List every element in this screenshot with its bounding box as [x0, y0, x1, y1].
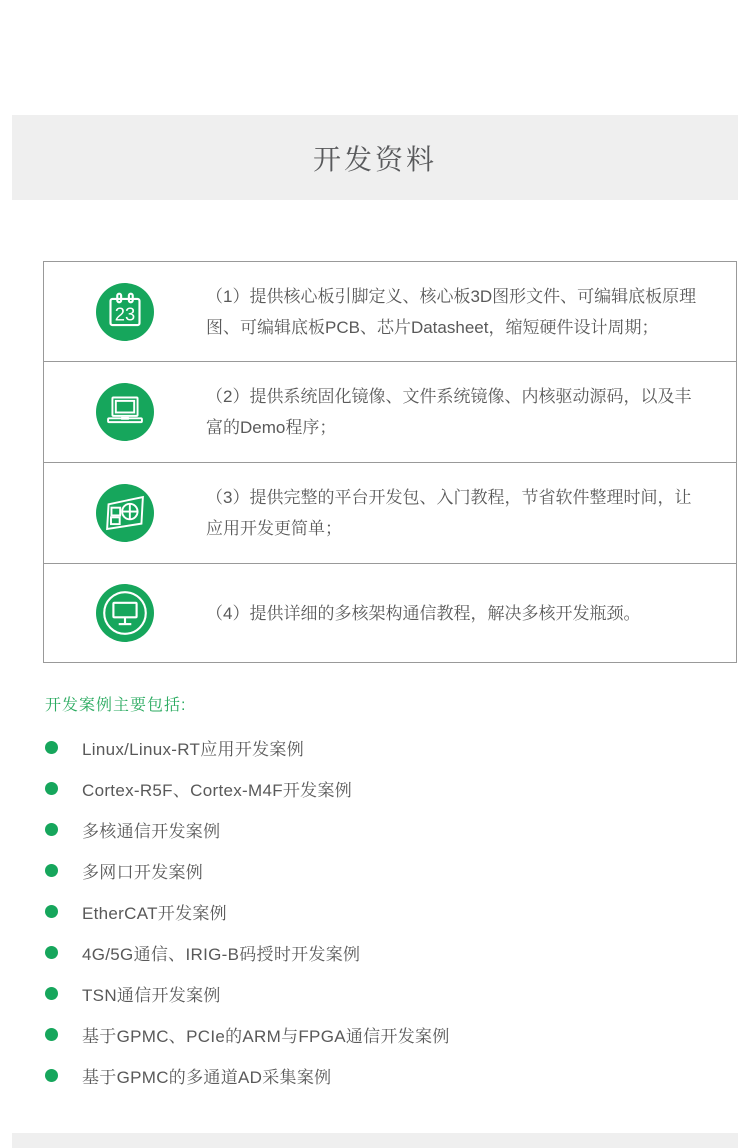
- case-label: 基于GPMC、PCIe的ARM与FPGA通信开发案例: [82, 1027, 450, 1046]
- feature-text: （2）提供系统固化镜像、文件系统镜像、内核驱动源码，以及丰富的Demo程序；: [206, 387, 692, 437]
- bullet-dot-icon: [45, 823, 58, 836]
- dev-cases-heading: 开发案例主要包括:: [45, 697, 187, 714]
- case-label: 基于GPMC的多通道AD采集案例: [82, 1068, 332, 1087]
- list-item: [45, 1014, 705, 1055]
- feature-row-1: [44, 262, 736, 361]
- dev-kit-crosshair-icon: [96, 484, 154, 542]
- feature-icon-cell: [44, 484, 206, 542]
- bullet-dot-icon: [45, 1069, 58, 1082]
- feature-icon-cell: [44, 383, 206, 441]
- case-label: 多网口开发案例: [82, 863, 204, 882]
- feature-text: （3）提供完整的平台开发包、入门教程，节省软件整理时间，让应用开发更简单；: [206, 488, 692, 538]
- bullet-dot-icon: [45, 946, 58, 959]
- case-label: 4G/5G通信、IRIG-B码授时开发案例: [82, 945, 361, 964]
- feature-text: （1）提供核心板引脚定义、核心板3D图形文件、可编辑底板原理图、可编辑底板PCB、芯片Datasheet，缩短硬件设计周期；: [206, 286, 697, 337]
- list-item: [45, 809, 705, 850]
- bullet-dot-icon: [45, 987, 58, 1000]
- case-label: EtherCAT开发案例: [82, 904, 227, 923]
- features-table: [43, 261, 737, 663]
- bullet-dot-icon: [45, 741, 58, 754]
- case-label: TSN通信开发案例: [82, 986, 221, 1005]
- section-title: 开发资料: [312, 143, 437, 175]
- bullet-dot-icon: [45, 864, 58, 877]
- feature-text: （4）提供详细的多核架构通信教程，解决多核开发瓶颈。: [206, 603, 641, 623]
- feature-row-4: [44, 563, 736, 662]
- case-label: Cortex-R5F、Cortex-M4F开发案例: [82, 781, 353, 800]
- feature-row-3: [44, 462, 736, 563]
- list-item: [45, 768, 705, 809]
- list-item: [45, 850, 705, 891]
- monitor-icon: [96, 584, 154, 642]
- bullet-dot-icon: [45, 905, 58, 918]
- laptop-icon: [96, 383, 154, 441]
- feature-row-2: [44, 361, 736, 462]
- list-item: [45, 891, 705, 932]
- list-item: [45, 973, 705, 1014]
- list-item: [45, 932, 705, 973]
- case-label: 多核通信开发案例: [82, 822, 221, 841]
- case-label: Linux/Linux-RT应用开发案例: [82, 740, 305, 759]
- bullet-dot-icon: [45, 1028, 58, 1041]
- list-item: [45, 1055, 705, 1096]
- dev-cases-section: [45, 692, 705, 1096]
- section-banner: [12, 115, 738, 200]
- next-section-banner-edge: [12, 1133, 738, 1148]
- bullet-dot-icon: [45, 782, 58, 795]
- feature-icon-cell: [44, 584, 206, 642]
- svg-text:23: 23: [114, 303, 136, 325]
- list-item: [45, 727, 705, 768]
- dev-cases-list: [45, 727, 705, 1096]
- feature-icon-cell: [44, 283, 206, 341]
- calendar-23-icon: [96, 283, 154, 341]
